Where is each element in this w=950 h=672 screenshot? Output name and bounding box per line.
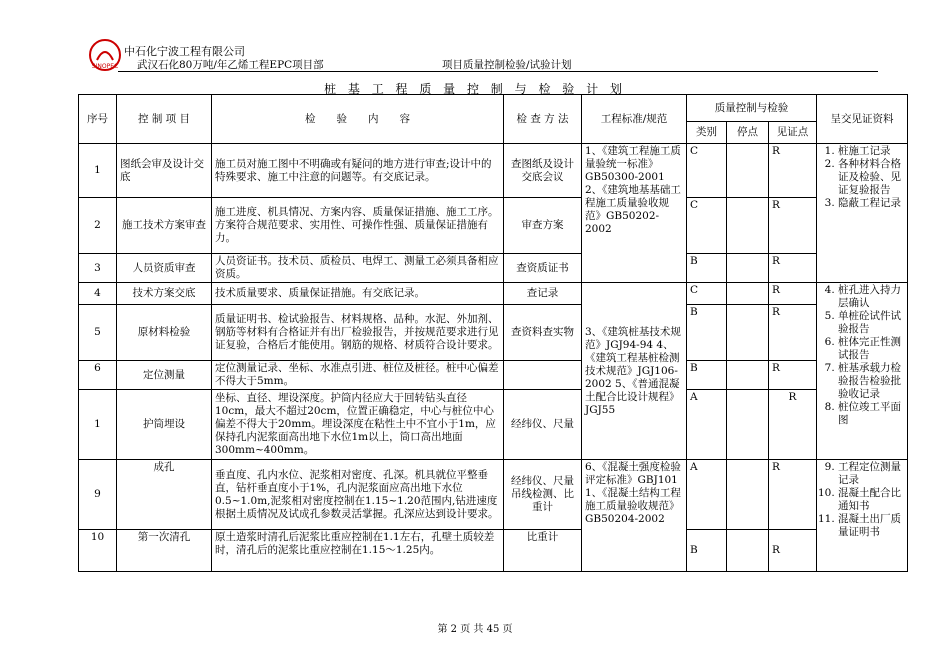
docs-group-2 [817, 283, 908, 460]
row-method: 审查方案 [504, 198, 582, 254]
row-cat: C [687, 198, 727, 254]
row-stop [727, 305, 769, 361]
table-row [79, 530, 908, 572]
row-no: 9 [79, 460, 117, 530]
docs-group-1 [817, 144, 908, 283]
doc-item: 2. 各种材料合格证及检验、见证复验报告 [838, 158, 904, 197]
col-header-method: 检 查 方 法 [504, 95, 582, 144]
plan-name: 项目质量控制检验/试验计划 [442, 59, 572, 71]
row-witness: R [769, 254, 817, 283]
col-header-no: 序号 [79, 95, 117, 144]
row-no: 1 [79, 144, 117, 198]
standards-group-1: 1、《建筑工程施工质量验统一标准》GB50300-2001 2、《建筑地基基础工程施工质量验收规范》GB50202-2002 [582, 144, 687, 283]
doc-item: 9. 工程定位测量记录 [838, 461, 904, 487]
row-item: 施工技术方案审查 [117, 198, 212, 254]
row-witness: R [769, 361, 817, 390]
standards-group-2: 3、《建筑桩基技术规范》JGJ94-94 4、《建筑工程基桩检测技术规范》JGJ106-2002 5、《普通混凝土配合比设计规程》JGJ55 [582, 283, 687, 460]
row-method: 经纬仪、尺量吊线检测、比重计 [504, 460, 582, 530]
row-cat: B [687, 530, 727, 572]
row-stop [727, 460, 769, 530]
row-cat: A [687, 460, 727, 530]
row-method: 查图纸及设计交底会议 [504, 144, 582, 198]
docs-group-3 [817, 460, 908, 572]
doc-item: 1. 桩施工记录 [838, 145, 904, 158]
row-item: 成孔 [117, 460, 212, 530]
svg-text:SINOPEC: SINOPEC [91, 63, 119, 70]
table-row [79, 144, 908, 198]
row-item: 人员资质审查 [117, 254, 212, 283]
doc-item: 7. 桩基承载力检验报告检验批验收记录 [838, 362, 904, 401]
header-divider [118, 71, 878, 72]
row-cat: A [687, 390, 727, 460]
row-no: 1 [79, 390, 117, 460]
table-row [79, 198, 908, 254]
doc-item: 11. 混凝土出厂质量证明书 [838, 513, 904, 539]
row-content: 定位测量记录、坐标、水准点引进、桩位及桩径。桩中心偏差不得大于5mm。 [212, 361, 504, 390]
page-footer: 第 2 页 共 45 页 [437, 624, 513, 635]
row-content: 技术质量要求、质量保证措施。有交底记录。 [212, 283, 504, 305]
table-row [79, 305, 908, 361]
doc-item: 3. 隐蔽工程记录 [838, 197, 904, 210]
table-row [79, 254, 908, 283]
col-header-cat: 类别 [687, 122, 727, 144]
row-no: 3 [79, 254, 117, 283]
row-stop [727, 390, 769, 460]
row-stop [727, 361, 769, 390]
row-content: 施工进度、机具情况、方案内容、质量保证措施、施工工序。方案符合规范要求、实用性、可操作性强、质量保证措施有力。 [212, 198, 504, 254]
company-name: 中石化宁波工程有限公司 [124, 45, 245, 58]
row-method: 比重计 [504, 530, 582, 572]
row-method: 查记录 [504, 283, 582, 305]
col-header-docs: 呈交见证资料 [817, 95, 908, 144]
row-method: 查资料查实物 [504, 305, 582, 361]
row-witness: R [769, 144, 817, 198]
row-item: 原材料检验 [117, 305, 212, 361]
col-header-content: 检 验 内 容 [212, 95, 504, 144]
row-stop [727, 144, 769, 198]
row-cat: B [687, 305, 727, 361]
doc-item: 6. 桩体完正性测试报告 [838, 336, 904, 362]
standards-group-3: 6、《混凝土强度检验评定标准》GBJ101 1、《混凝土结构工程施工质量验收规范》GB50204-2002 [582, 460, 687, 572]
col-header-witness: 见证点 [769, 122, 817, 144]
row-item: 第一次清孔 [117, 530, 212, 572]
project-name: 武汉石化80万吨/年乙烯工程EPC项目部 [137, 59, 324, 71]
row-cat: C [687, 144, 727, 198]
row-stop [727, 283, 769, 305]
table-row [79, 390, 908, 460]
row-content: 垂直度、孔内水位、泥浆相对密度、孔深。机具就位平整垂直，钻杆垂直度小于1%，孔内泥浆面应高出地下水位0.5~1.0m,泥浆相对密度控制在1.15~1.20范围内,钻进速度根据土质情况及试成孔参数灵活掌握。孔深应达到设计要求。 [212, 460, 504, 530]
col-header-standard: 工程标准/规范 [582, 95, 687, 144]
row-no: 4 [79, 283, 117, 305]
row-witness: R [769, 305, 817, 361]
row-item: 护筒埋设 [117, 390, 212, 460]
row-witness: R [769, 390, 817, 460]
row-content: 坐标、直径、埋设深度。护筒内径应大于回转钻头直径10cm，最大不超过20cm，位置正确稳定，中心与桩位中心偏差不得大于20mm。埋设深度在粘性土中不宜小于1m，应保持孔内泥浆面高出地下水位1m以上，筒口高出地面300mm~400mm。 [212, 390, 504, 460]
table-row [79, 460, 908, 530]
row-method: 查资质证书 [504, 254, 582, 283]
row-stop [727, 198, 769, 254]
row-witness: R [769, 530, 817, 572]
row-cat: B [687, 361, 727, 390]
row-method [504, 361, 582, 390]
col-header-stop: 停点 [727, 122, 769, 144]
row-content: 质量证明书、检试验报告、材料规格、品种。水泥、外加剂、钢筋等材料有合格证并有出厂检验报告，并按规范要求进行见证复验，合格后才能使用。钢筋的规格、材质符合设计要求。 [212, 305, 504, 361]
doc-item: 4. 桩孔进入持力层确认 [838, 284, 904, 310]
doc-item: 10. 混凝土配合比通知书 [838, 487, 904, 513]
row-content: 人员资证书。技术员、质检员、电焊工、测量工必须具备相应资质。 [212, 254, 504, 283]
table-row [79, 283, 908, 305]
doc-item: 8. 桩位竣工平面图 [838, 401, 904, 427]
row-cat: B [687, 254, 727, 283]
row-no: 5 [79, 305, 117, 361]
col-header-qc: 质量控制与检验 [687, 95, 817, 122]
page-header [0, 0, 950, 80]
row-content: 原土造浆时清孔后泥浆比重应控制在1.1左右，孔壁土质较差时，清孔后的泥浆比重应控制在1.15～1.25内。 [212, 530, 504, 572]
row-witness: R [769, 198, 817, 254]
row-item: 图纸会审及设计交底 [117, 144, 212, 198]
row-witness: R [769, 283, 817, 305]
doc-item: 5. 单桩砼试件试验报告 [838, 310, 904, 336]
sinopec-logo [88, 38, 122, 72]
table-row [79, 361, 908, 390]
row-method: 经纬仪、尺量 [504, 390, 582, 460]
row-content: 施工员对施工图中不明确或有疑问的地方进行审查;设计中的特殊要求、施工中注意的问题等。有交底记录。 [212, 144, 504, 198]
row-no: 10 [79, 530, 117, 572]
row-stop [727, 254, 769, 283]
row-stop [727, 530, 769, 572]
row-item: 技术方案交底 [117, 283, 212, 305]
row-witness: R [769, 460, 817, 530]
col-header-item: 控 制 项 目 [117, 95, 212, 144]
document-title: 桩 基 工 程 质 量 控 制 与 检 验 计 划 [324, 82, 626, 96]
inspection-plan-table [78, 94, 908, 572]
row-no: 6 [79, 361, 117, 390]
row-cat: C [687, 283, 727, 305]
row-item: 定位测量 [117, 361, 212, 390]
row-no: 2 [79, 198, 117, 254]
